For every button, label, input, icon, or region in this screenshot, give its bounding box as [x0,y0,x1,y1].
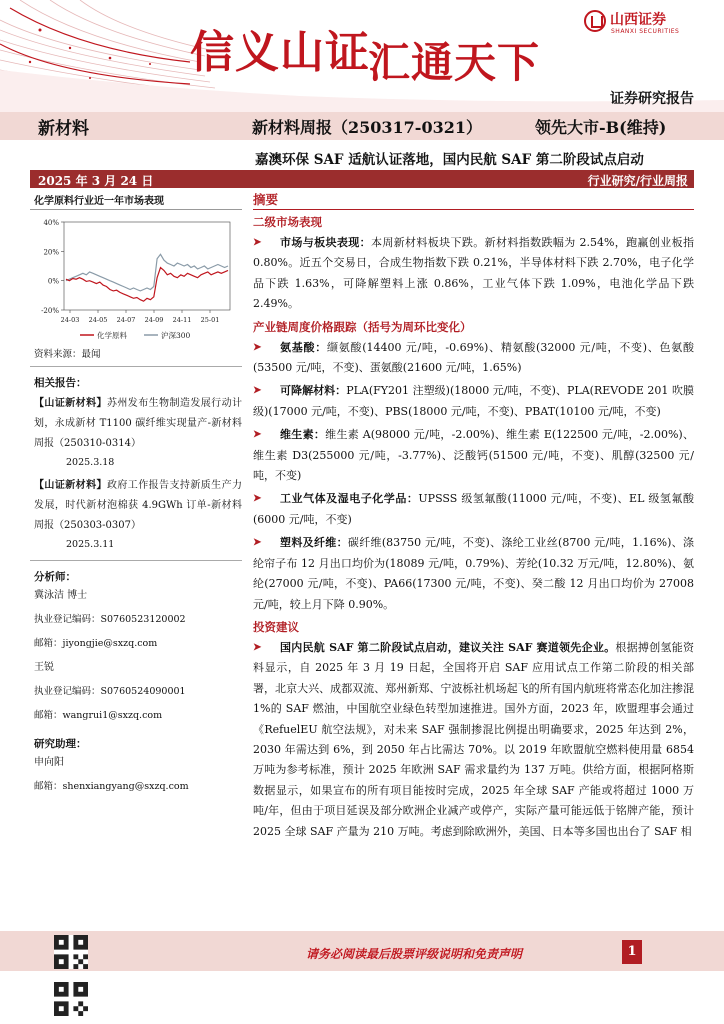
analyst-name: 王锐 [34,662,54,673]
market-heading: 二级市场表现 [253,215,322,229]
assistant-name: 申向阳 [34,757,64,768]
page-number: 1 [622,940,642,964]
industry-category: 新材料 [38,119,89,139]
report-date: 2025 年 3 月 24 日 [38,174,154,188]
analyst-reg: 执业登记编码：S0760524090001 [34,686,186,697]
header-banner [0,0,724,112]
divider [30,560,242,561]
price-heading: 产业链周度价格跟踪（括号为周环比变化） [253,319,472,334]
qr-code-icon[interactable] [54,935,88,969]
right-column [253,190,694,842]
divider [30,366,242,367]
arrow-bullet-icon: ➤ [253,385,262,397]
para-lead: 塑料及纤维： [280,536,348,550]
x-tick-label: 24-05 [88,316,108,324]
series-line [66,254,228,291]
related-text: 苏州发布生物制造发展行动计划，永成新材 T1100 碳纤维实现量产-新材料周报（250310-0314） [34,398,243,449]
analyst-reg: 执业登记编码：S0760523120002 [34,614,186,625]
arrow-bullet-icon: ➤ [253,641,262,653]
chart-source: 资料来源：最闻 [34,349,101,360]
related-prefix: 【山证新材料】 [34,398,107,409]
para-text: 维生素 A(98000 元/吨，-2.00%)、维生素 E(122500 元/吨，-2.00%)、维生素 D3(255000 元/吨，-3.77%)、泛酸钙(51500 元/吨，不变)、肌醇(32500 元/吨，不变) [253,428,695,483]
para-lead: 氨基酸： [280,340,327,354]
analyst-heading: 分析师： [34,571,76,583]
related-prefix: 【山证新材料】 [34,480,107,491]
arrow-bullet-icon: ➤ [253,341,262,353]
market-paragraph [253,233,694,315]
para-text: UPSSS 级氢氟酸(11000 元/吨，不变)、EL 级氢氟酸(6000 元/吨，不变) [253,492,695,526]
arrow-bullet-icon: ➤ [253,429,262,441]
logo-en: SHANXI SECURITIES [611,28,680,35]
assistant-heading: 研究助理： [34,738,87,750]
y-tick-label: -20% [41,307,59,315]
y-tick-label: 40% [43,219,59,227]
para-lead: 工业气体及湿电子化学品： [280,492,419,506]
analyst-email[interactable]: 邮箱：wangrui1@sxzq.com [34,710,163,721]
assistant-email[interactable]: 邮箱：shenxiangyang@sxzq.com [34,781,189,792]
price-paragraph [253,533,694,615]
para-text: 碳纤维(83750 元/吨，不变)、涤纶工业丝(8700 元/吨，1.16%)、涤纶帘子布 12 月出口均价为(18089 元/吨，0.79%)、芳纶(10.32 万元/吨，12.80%)、氨纶(27000 元/吨，不变)、PA66(17300 元/吨，不变)、癸二酸 12 月出口均价为 27008 元/吨，较上月下降 0.90%。 [253,536,694,611]
related-date: 2025.3.18 [66,457,115,468]
arrow-bullet-icon: ➤ [253,493,262,505]
logo-mark-icon [584,10,606,32]
headline: 嘉澳环保 SAF 适航认证落地，国内民航 SAF 第二阶段试点启动 [255,152,644,168]
legend-label: 沪深300 [161,331,191,340]
slogan-left: 信义山证 [190,27,370,78]
x-tick-label: 24-03 [60,316,80,324]
legend-label: 化学原料 [97,331,127,340]
para-lead: 可降解材料： [280,384,347,398]
related-report-1[interactable] [30,394,242,472]
price-paragraph [253,489,694,530]
arrow-bullet-icon: ➤ [253,537,262,549]
slogan-right: 汇通天下 [368,38,541,87]
para-lead: 国内民航 SAF 第二阶段试点启动，建议关注 SAF 赛道领先企业。 [280,640,616,654]
disclaimer[interactable]: 请务必阅读最后股票评级说明和免责声明 [306,947,523,961]
related-text: 政府工作报告支持新质生产力发展，时代新材泡棉获 4.9GWh 订单-新材料周报（250303-0307） [34,480,243,531]
para-text: 缬氨酸(14400 元/吨，-0.69%)、精氨酸(32000 元/吨，不变)、色氨酸(53500 元/吨，不变)、蛋氨酸(21600 元/吨，1.65%) [253,340,694,375]
qr-code-icon[interactable] [54,982,88,1016]
logo-cn: 山西证券 [610,12,666,28]
related-report-2[interactable] [30,476,242,554]
x-tick-label: 25-01 [200,316,220,324]
x-tick-label: 24-07 [116,316,136,324]
invest-paragraph [253,638,694,842]
para-lead: 维生素： [280,428,326,442]
price-paragraph [253,381,694,422]
market-chart [30,214,242,342]
price-paragraph [253,425,694,486]
price-paragraph [253,338,694,379]
arrow-bullet-icon: ➤ [253,237,262,248]
para-text: PLA(FY201 注塑级)(18000 元/吨，不变)、PLA(REVODE 201 吹膜级)(17000 元/吨，不变)、PBS(18000 元/吨，不变)、PBAT(10100 元/吨，不变) [253,384,694,418]
x-tick-label: 24-11 [172,316,192,324]
report-category: 行业研究/行业周报 [587,174,688,188]
x-tick-label: 24-09 [144,316,164,324]
related-reports-heading: 相关报告： [34,377,87,389]
para-text: 根据搏创氢能资料显示，自 2025 年 3 月 19 日起，全国将开启 SAF 应用试点工作第二阶段的相关部署，北京大兴、成都双流、郑州新郑、宁波栎社机场起飞的所有国内航班将常态化加注掺混 1%的 SAF 燃油，中国航空业绿色转型加速推进。国外方面，2023 年，欧盟理事会通过《RefuelEU 航空法规》，对未来 SAF 强制掺混比例提出明确要求，2025 年达到 2%，2030 年需达到 6%，到 2050 年占比需达 70%。以 2019 年欧盟航空燃料使用量 6854 万吨为参考标准，预计 2025 年欧洲 SAF 需求量约为 137 万吨。供给方面，根据阿格斯数据显示，如果宣布的所有项目能按时完成，2025 年全球 SAF 产能或将超过 1000 万吨/年，但由于项目延误及部分欧洲企业减产或停产，实际产量可能远低于铭牌产能，预计 2025 全球 SAF 产量为 210 万吨。考虑到除欧洲外，美国、日本等多国也出台了 SAF 相 [253,640,694,838]
analyst-email[interactable]: 邮箱：jiyongjie@sxzq.com [34,638,158,649]
chart-title: 化学原料行业近一年市场表现 [30,190,242,210]
left-column [30,190,242,799]
rating: 领先大市-B(维持) [535,118,667,137]
y-tick-label: 0% [47,277,59,286]
invest-heading: 投资建议 [253,619,299,634]
analyst-name: 冀泳洁 博士 [34,590,88,601]
report-type: 证券研究报告 [610,91,694,107]
report-title: 新材料周报（250317-0321） [252,118,482,137]
para-text: 本周新材料板块下跌。新材料指数跌幅为 2.54%，跑赢创业板指 0.80%。近五个交易日，合成生物指数下跌 0.21%，半导体材料下跌 2.70%，电子化学品下跌 1.63%，可降解塑料上涨 0.86%，工业气体下跌 1.09%，电池化学品下跌 2.49%。 [253,236,694,311]
abstract-heading: 摘要 [253,190,694,210]
related-date: 2025.3.11 [66,539,115,550]
para-lead: 市场与板块表现： [280,236,371,249]
y-tick-label: 20% [43,248,59,257]
